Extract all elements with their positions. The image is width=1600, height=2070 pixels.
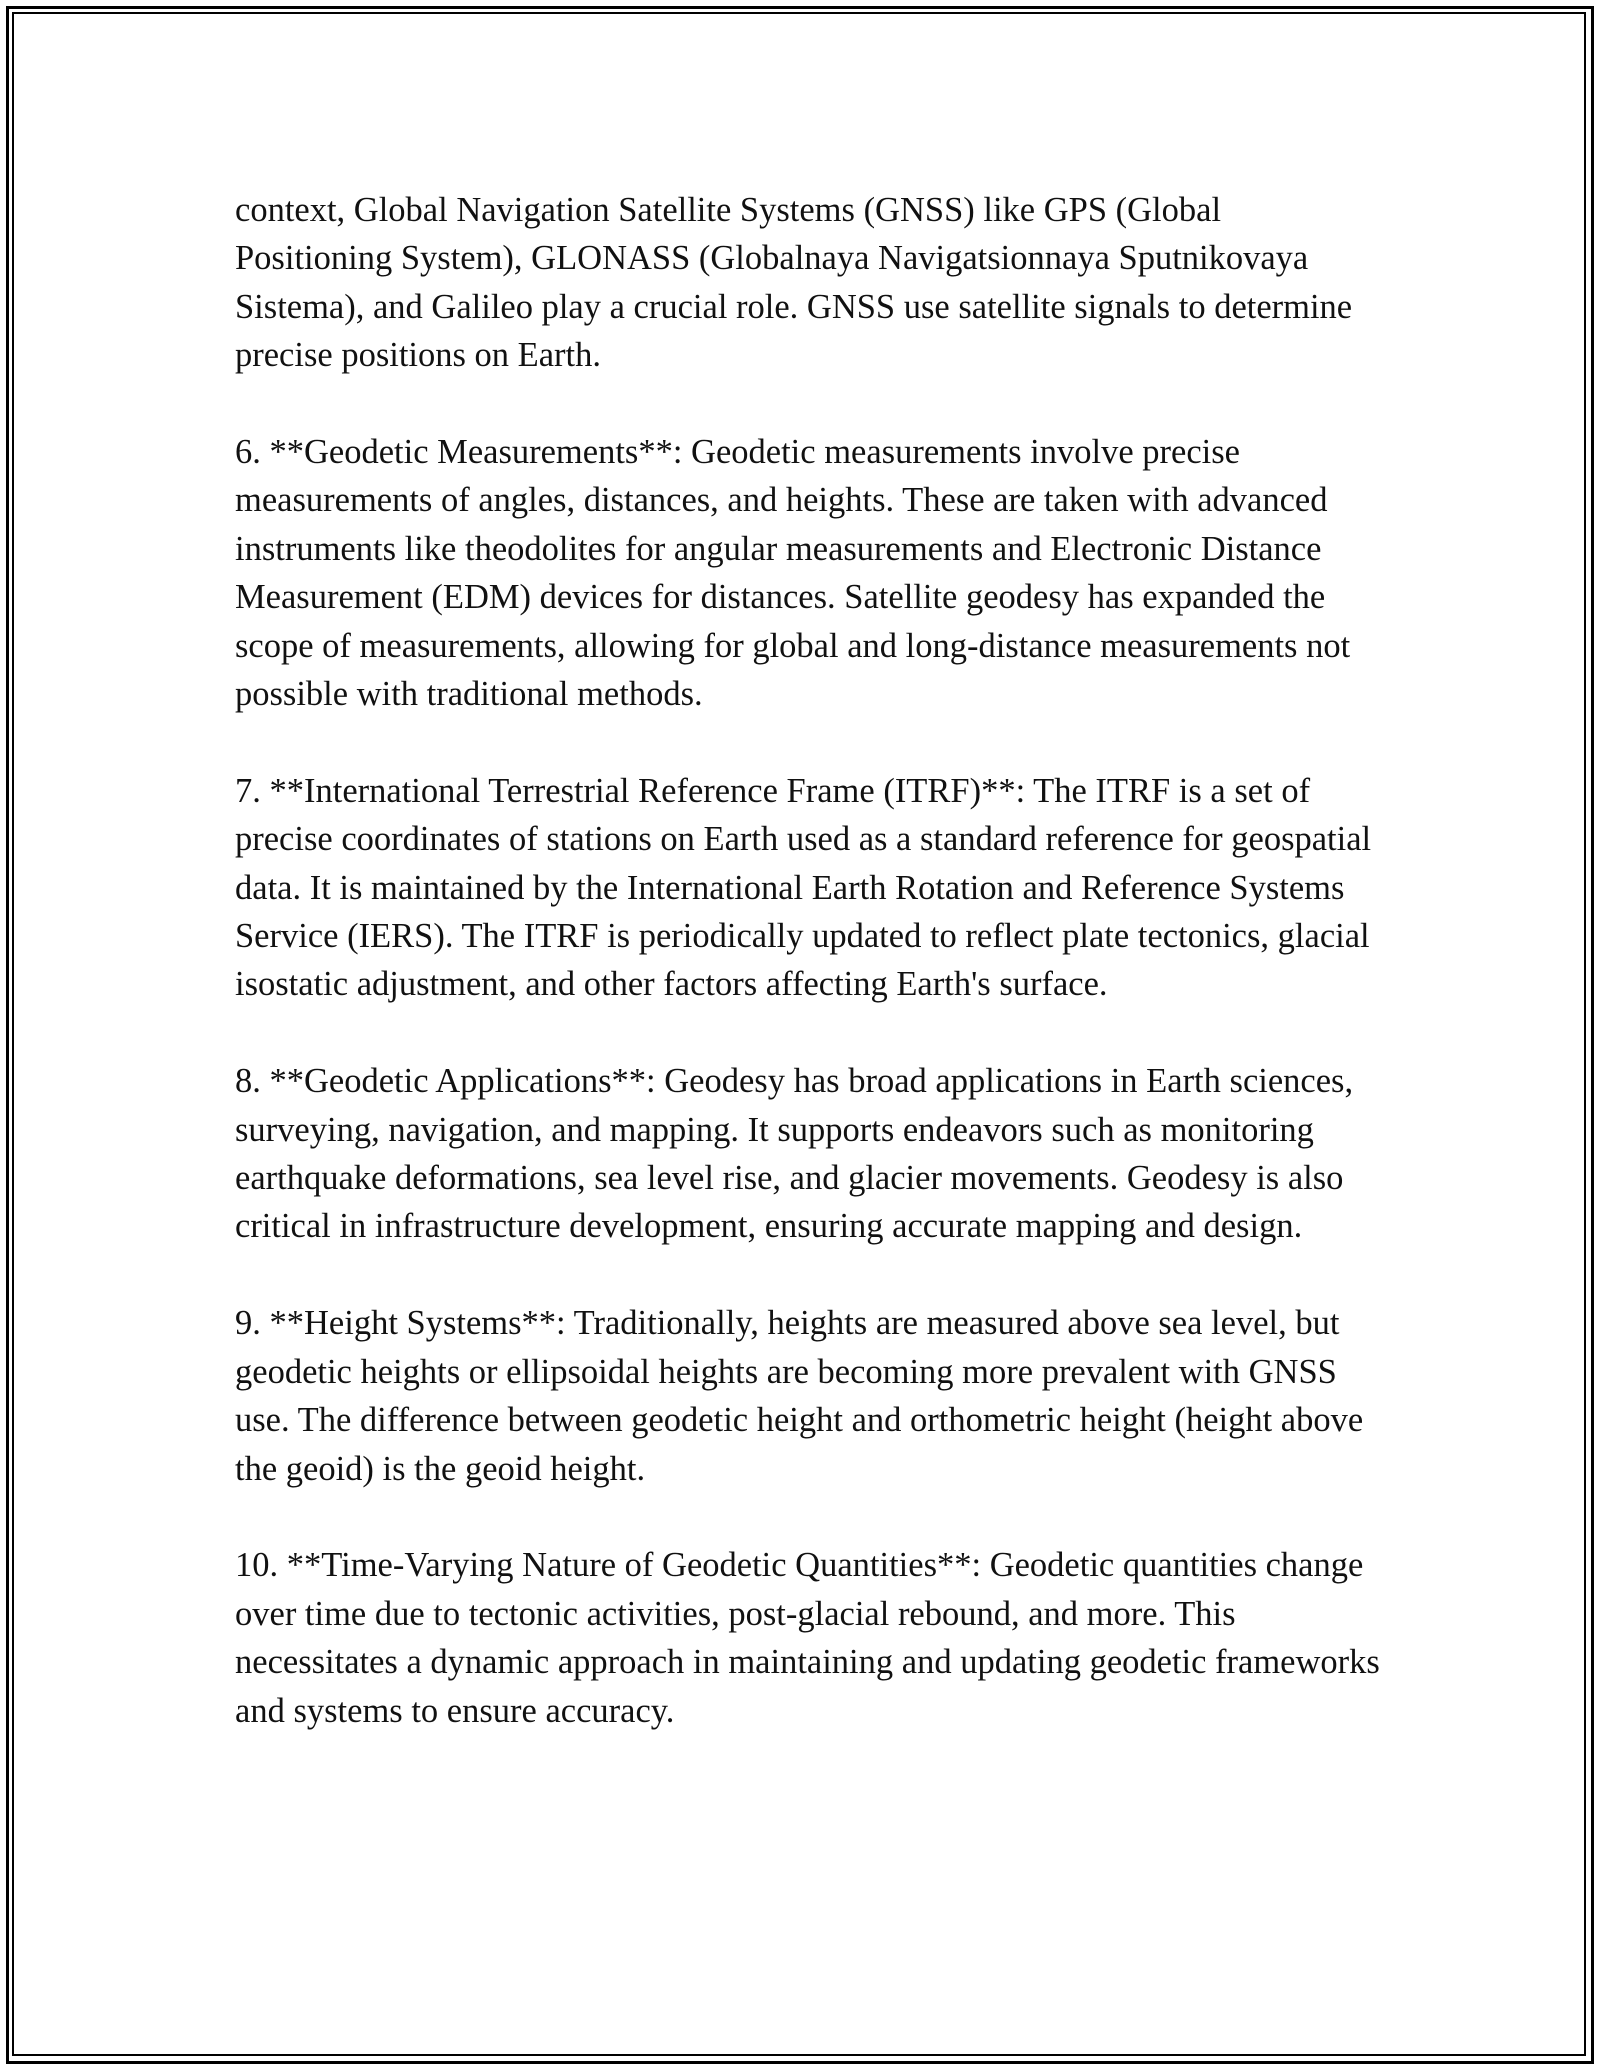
paragraph-gnss-context: context, Global Navigation Satellite Systems (GNSS) like GPS (Global Positioning System), GLONASS (Globalnaya Navigatsionnaya Sputnikovaya Sistema), and Galileo play a crucial role. GNSS use satellite signals to determine precise positions on Earth. [235,191,1353,375]
document-body [235,186,1385,1735]
paragraph-height-systems: 9. **Height Systems**: Traditionally, heights are measured above sea level, but geodetic heights or ellipsoidal heights are becoming more prevalent with GNSS use. The difference between geodetic height and orthometric height (height above the geoid) is the geoid height. [235,1304,1364,1488]
paragraph-itrf: 7. **International Terrestrial Reference Frame (ITRF)**: The ITRF is a set of precise coordinates of stations on Earth used as a standard reference for geospatial data. It is maintained by the International Earth Rotation and Reference Systems Service (IERS). The ITRF is periodically updated to reflect plate tectonics, glacial isostatic adjustment, and other factors affecting Earth's surface. [235,771,1372,1004]
paragraph-time-varying: 10. **Time-Varying Nature of Geodetic Quantities**: Geodetic quantities change over time due to tectonic activities, post-glacial rebound, and more. This necessitates a dynamic approach in maintaining and updating geodetic frameworks and systems to ensure accuracy. [235,1546,1380,1730]
paragraph-geodetic-applications: 8. **Geodetic Applications**: Geodesy has broad applications in Earth sciences, surveying, navigation, and mapping. It supports endeavors such as monitoring earthquake deformations, sea level rise, and glacier movements. Geodesy is also critical in infrastructure development, ensuring accurate mapping and design. [235,1062,1354,1246]
paragraph-geodetic-measurements: 6. **Geodetic Measurements**: Geodetic measurements involve precise measurements of angles, distances, and heights. These are taken with advanced instruments like theodolites for angular measurements and Electronic Distance Measurement (EDM) devices for distances. Satellite geodesy has expanded the scope of measurements, allowing for global and long-distance measurements not possible with traditional methods. [235,433,1351,714]
